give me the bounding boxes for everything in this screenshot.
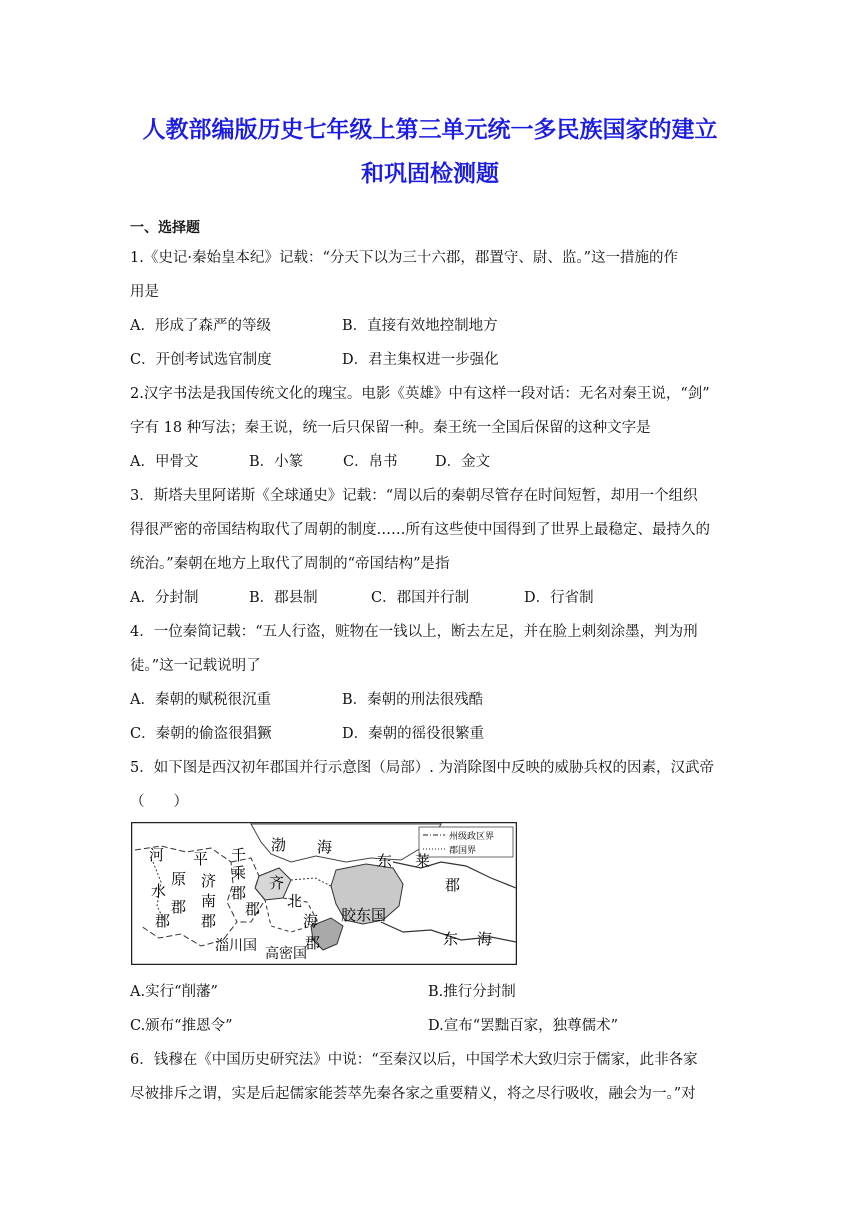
- q4-stem-line1: 4．一位秦简记载：“五人行盗，赃物在一钱以上，断去左足，并在脸上刺刻涂墨，判为刑: [130, 624, 698, 640]
- map-label: 济: [201, 872, 217, 890]
- q6-stem-line1: 6．钱穆在《中国历史研究法》中说：“至秦汉以后，中国学术大致归宗于儒家，此非各家: [130, 1052, 698, 1068]
- doc-title-line2: 和巩固检测题: [361, 160, 499, 187]
- map-label: 郡: [231, 884, 247, 902]
- q1-stem-line2: 用是: [130, 284, 159, 300]
- q1-stem-line1: 1.《史记·秦始皇本纪》记载：“分天下以为三十六郡，郡置守、尉、监。”这一措施的作: [130, 250, 679, 266]
- map-label: 原: [171, 870, 187, 888]
- q3-stem-line3: 统治。”秦朝在地方上取代了周制的“帝国结构”是指: [130, 556, 450, 572]
- q3-option-b: B．郡县制: [249, 590, 318, 606]
- q6-stem-line2: 尽被排斥之谓，实是后起儒家能荟萃先秦各家之重要精义，将之尽行吸收，融会为一。”对: [130, 1086, 696, 1102]
- map-label: 郡: [201, 912, 217, 930]
- map-label: 郡: [171, 898, 187, 916]
- map-label: 海: [477, 930, 493, 948]
- map-label: 平: [193, 850, 209, 868]
- map-label: 高密国: [265, 946, 307, 962]
- q5-option-c: C.颁布“推恩令”: [130, 1018, 233, 1034]
- q2-stem-line2: 字有 18 种写法；秦王说，统一后只保留一种。秦王统一全国后保留的这种文字是: [130, 420, 651, 436]
- map-figure: [131, 822, 517, 965]
- q3-stem-line1: 3．斯塔夫里阿诺斯《全球通史》记载：“周以后的秦朝尽管存在时间短暂，却用一个组织: [130, 488, 698, 504]
- map-label: 水: [151, 882, 167, 900]
- q1-option-a: A．形成了森严的等级: [130, 318, 271, 334]
- map-label: 南: [201, 892, 217, 910]
- q3-option-d: D．行省制: [524, 590, 594, 606]
- q3-option-c: C．郡国并行制: [371, 590, 470, 606]
- map-label: 河: [149, 846, 165, 864]
- q4-stem-line2: 徒。”这一记载说明了: [130, 658, 261, 674]
- q5-stem-line2: （ ）: [130, 794, 188, 810]
- map-label: 莱: [415, 852, 431, 870]
- map-label: 海: [317, 838, 333, 856]
- map-label: 郡: [245, 900, 261, 918]
- q3-stem-line2: 得很严密的帝国结构取代了周朝的制度……所有这些使中国得到了世界上最稳定、最持久的: [130, 522, 710, 538]
- map-legend-state-border: 州级政区界: [449, 832, 495, 842]
- q3-option-a: A．分封制: [130, 590, 199, 606]
- section-heading: 一、选择题: [130, 220, 200, 236]
- map-label: 胶东国: [341, 906, 387, 924]
- map-label: 乘: [231, 864, 247, 882]
- q2-option-c: C．帛书: [343, 454, 398, 470]
- q5-stem-line1: 5．如下图是西汉初年郡国并行示意图（局部）. 为消除图中反映的威胁兵权的因素，汉武帝: [130, 760, 714, 776]
- q5-option-d: D.宣布“罢黜百家，独尊儒术”: [428, 1018, 619, 1034]
- q5-option-a: A.实行“削藩”: [130, 984, 218, 1000]
- q4-option-a: A．秦朝的赋税很沉重: [130, 692, 271, 708]
- q4-option-c: C．秦朝的偷盗很猖獗: [130, 726, 272, 742]
- map-label: 东: [443, 930, 459, 948]
- map-label: 郡: [445, 876, 461, 894]
- map-label: 郡: [305, 934, 321, 952]
- map-label: 齐: [269, 874, 285, 892]
- q2-option-d: D．金文: [435, 454, 491, 470]
- q2-stem-line1: 2.汉字书法是我国传统文化的瑰宝。电影《英雄》中有这样一段对话：无名对秦王说，“剑”: [130, 386, 710, 402]
- q2-option-b: B．小篆: [249, 454, 304, 470]
- q1-option-b: B．直接有效地控制地方: [342, 318, 498, 334]
- map-label: 淄川国: [215, 938, 257, 954]
- map-label: 千: [231, 846, 247, 864]
- map-label: 郡: [155, 912, 171, 930]
- q2-option-a: A．甲骨文: [130, 454, 199, 470]
- q1-option-d: D．君主集权进一步强化: [342, 352, 499, 368]
- q4-option-d: D．秦朝的徭役很繁重: [342, 726, 485, 742]
- doc-title-line1: 人教部编版历史七年级上第三单元统一多民族国家的建立: [142, 116, 718, 143]
- map-label: 海: [303, 912, 319, 930]
- q1-option-c: C．开创考试选官制度: [130, 352, 272, 368]
- map-legend-commandery-border: 郡国界: [449, 846, 477, 856]
- map-label: 渤: [271, 836, 287, 854]
- q4-option-b: B．秦朝的刑法很残酷: [342, 692, 484, 708]
- map-label: 北: [287, 892, 303, 910]
- map-label: 东: [377, 852, 393, 870]
- q5-option-b: B.推行分封制: [428, 984, 516, 1000]
